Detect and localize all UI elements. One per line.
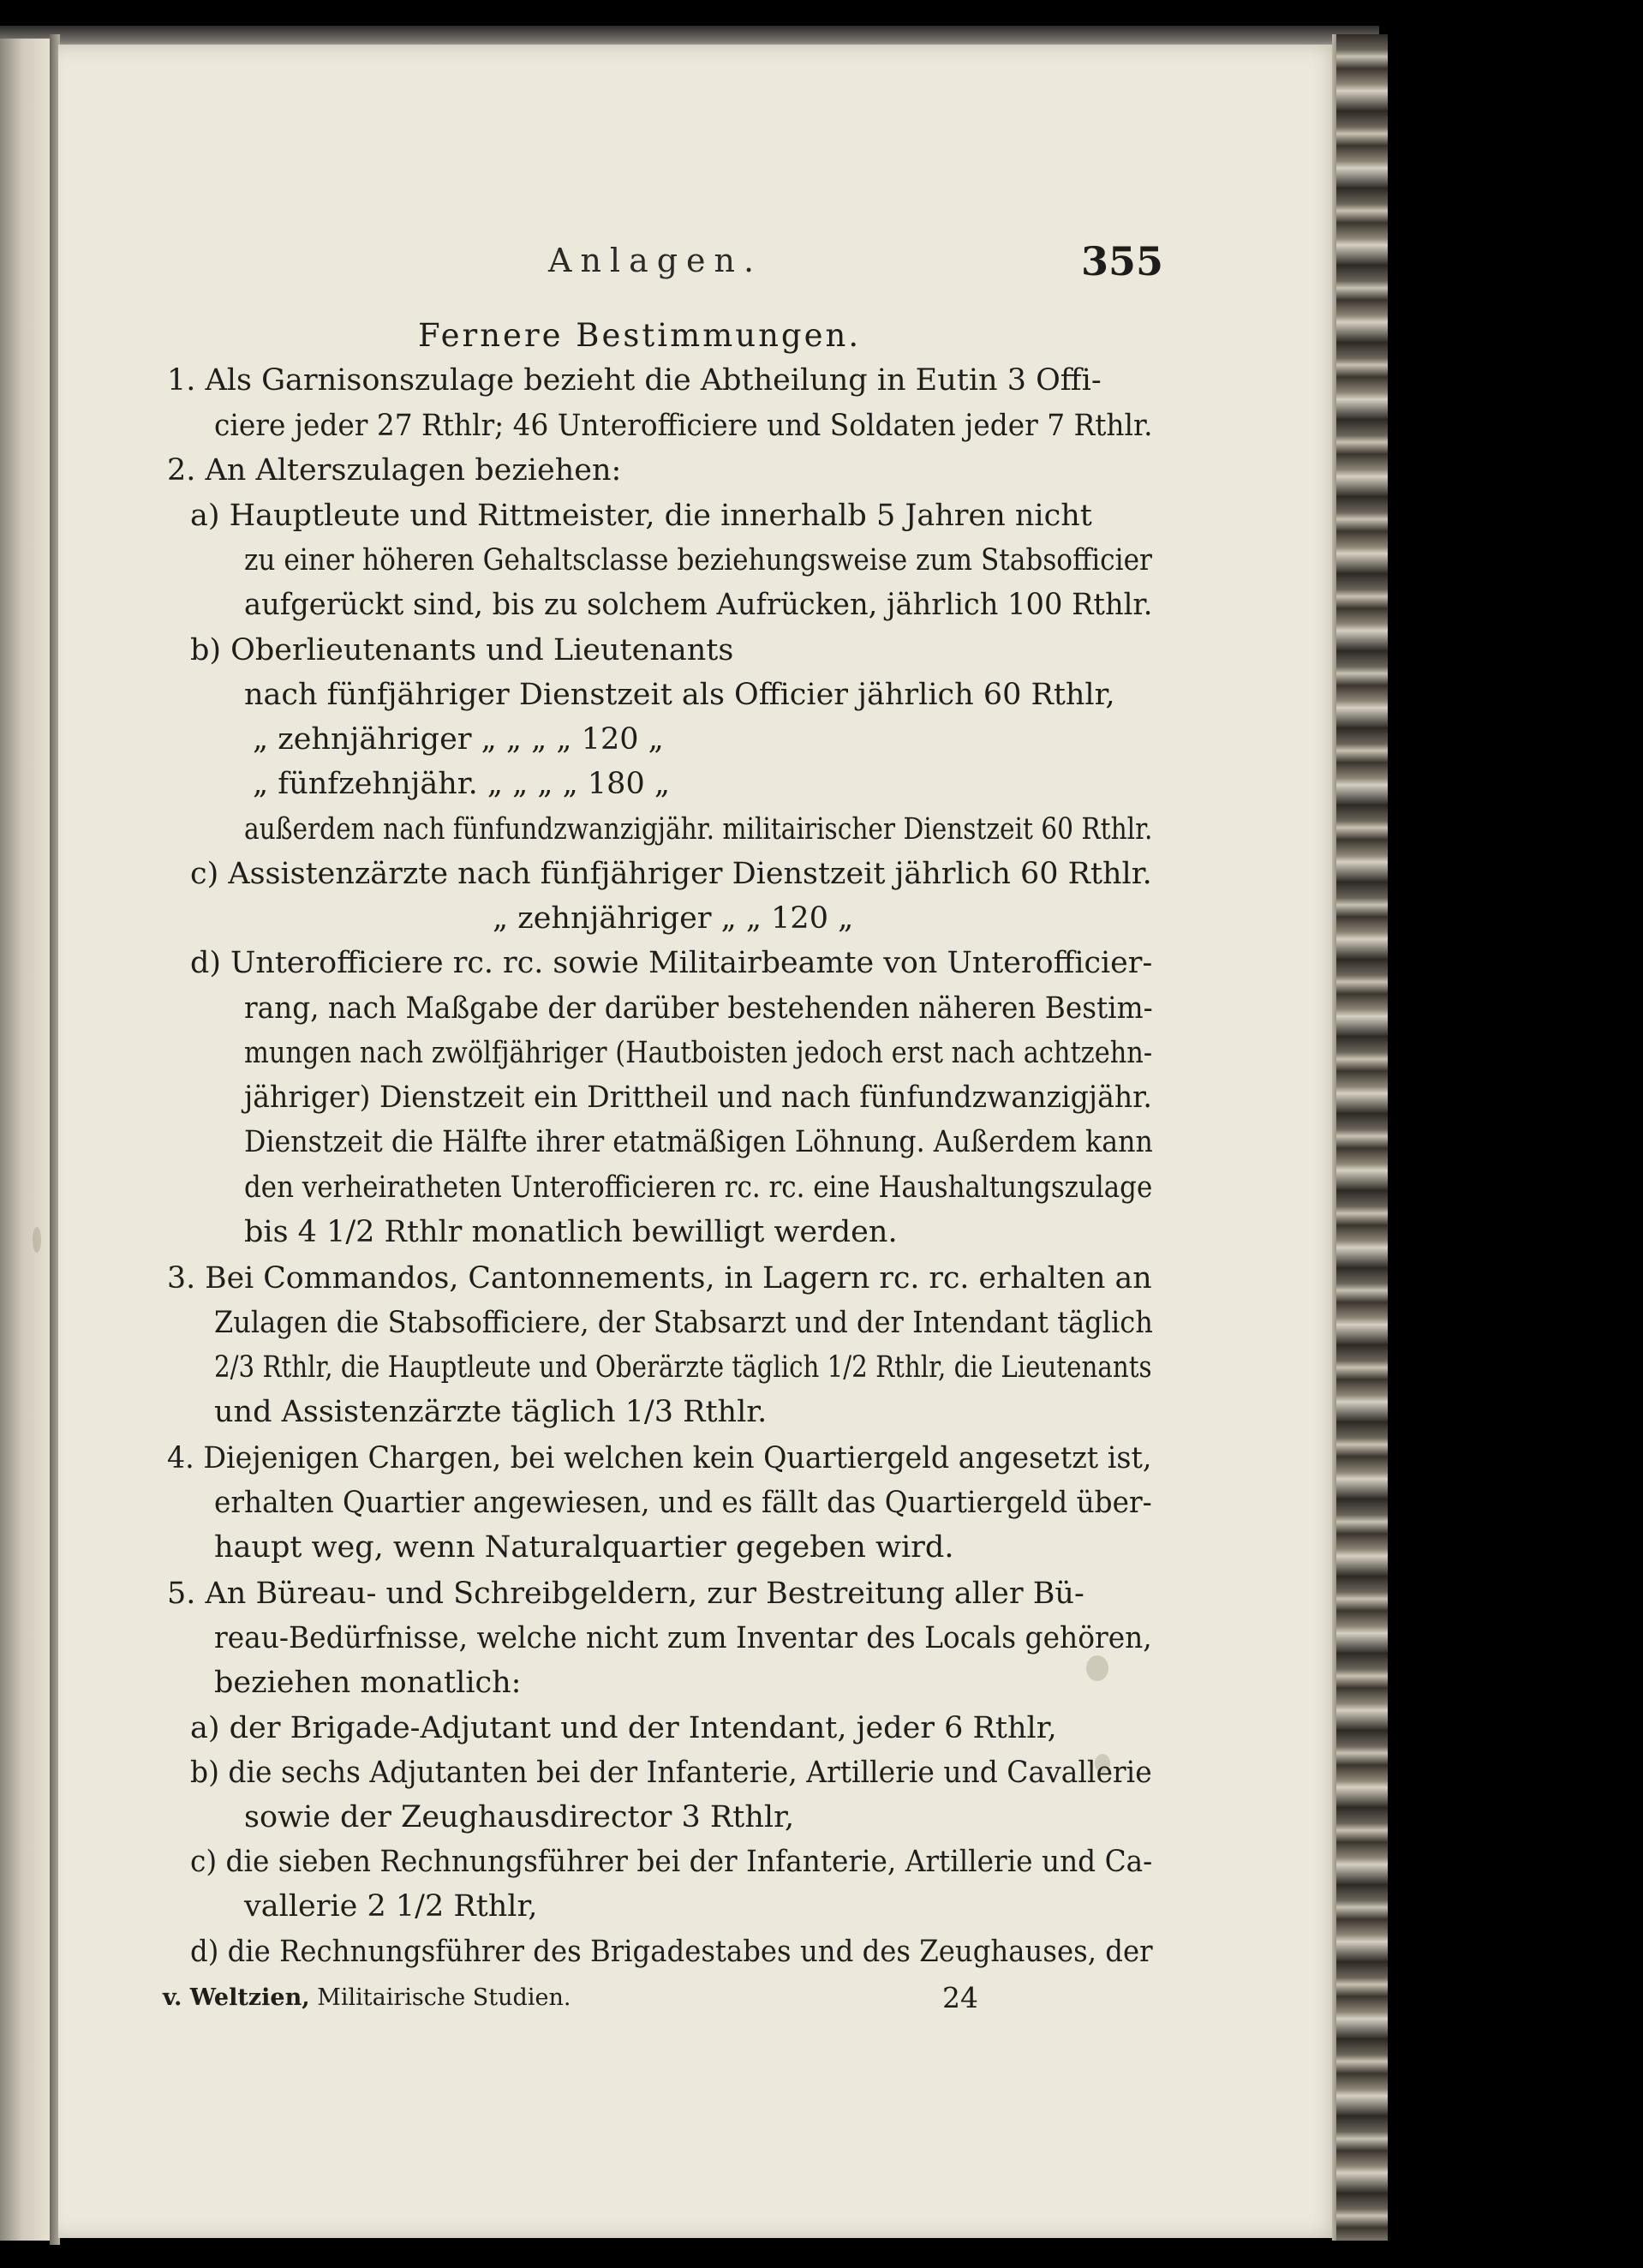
footer-author: v. Weltzien, [163,1984,310,2011]
text-line: a) Hauptleute und Rittmeister, die innerhalb 5 Jahren nicht [190,499,1092,533]
text-line: Zulagen die Stabsofficiere, der Stabsarzt und der Intendant täglich [214,1306,1153,1340]
text-line: Dienstzeit die Hälfte ihrer etatmäßigen Löhnung. Außerdem kann [244,1125,1153,1159]
text-line: aufgerückt sind, bis zu solchem Aufrücken, jährlich 100 Rthlr. [244,588,1153,622]
text-line: sowie der Zeughausdirector 3 Rthlr, [244,1800,795,1834]
text-line: 4. Diejenigen Chargen, bei welchen kein Quartiergeld angesetzt ist, [167,1441,1152,1475]
text-line: vallerie 2 1/2 Rthlr, [244,1889,538,1924]
text-line: 2. An Alterszulagen beziehen: [167,453,622,488]
text-line: d) die Rechnungsführer des Brigadestabes und des Zeughauses, der [190,1935,1153,1969]
section-heading: Fernere Bestimmungen. [418,317,862,354]
text-line: 1. Als Garnisonszulage bezieht die Abtheilung in Eutin 3 Offi- [167,363,1102,398]
text-line: 5. An Büreau- und Schreibgeldern, zur Bestreitung aller Bü- [167,1577,1084,1611]
text-line: mungen nach zwölfjähriger (Hautboisten jedoch erst nach achtzehn- [244,1036,1153,1070]
text-line: bis 4 1/2 Rthlr monatlich bewilligt werden. [244,1215,898,1249]
text-line: b) die sechs Adjutanten bei der Infanterie, Artillerie und Cavallerie [190,1756,1152,1790]
text-line: haupt weg, wenn Naturalquartier gegeben wird. [214,1530,954,1565]
text-line: den verheiratheten Unterofficieren rc. rc. eine Haushaltungszulage [244,1170,1153,1205]
text-line: erhalten Quartier angewiesen, und es fällt das Quartiergeld über- [214,1486,1152,1520]
text-line: a) der Brigade-Adjutant und der Intendant, jeder 6 Rthlr, [190,1711,1057,1745]
footer-title: Militairische Studien. [317,1984,571,2011]
text-line: rang, nach Maßgabe der darüber bestehenden näheren Bestim- [244,991,1153,1026]
text-line: zu einer höheren Gehaltsclasse beziehungsweise zum Stabsofficier [244,543,1152,577]
text-line: jähriger) Dienstzeit ein Drittheil und nach fünfundzwanzigjähr. [244,1080,1152,1115]
text-line: reau-Bedürfnisse, welche nicht zum Inventar des Locals gehören, [214,1621,1152,1655]
text-line: „ zehnjähriger „ „ „ „ 120 „ [253,722,664,757]
signature-mark: 24 [942,1981,978,2014]
footer-imprint [163,1984,571,2011]
text-line: c) Assistenzärzte nach fünfjähriger Dienstzeit jährlich 60 Rthlr. [190,857,1152,891]
text-line: „ fünfzehnjähr. „ „ „ „ 180 „ [253,767,670,801]
page-number: 355 [1081,238,1164,284]
text-line: b) Oberlieutenants und Lieutenants [190,633,734,667]
text-line: „ zehnjähriger „ „ 120 „ [493,901,854,936]
text-line: und Assistenzärzte täglich 1/3 Rthlr. [214,1395,768,1429]
text-line: c) die sieben Rechnungsführer bei der Infanterie, Artillerie und Ca- [190,1845,1153,1879]
text-line: d) Unterofficiere rc. rc. sowie Militairbeamte von Unterofficier- [190,946,1153,980]
text-line: außerdem nach fünfundzwanzigjähr. militairischer Dienstzeit 60 Rthlr. [244,812,1153,847]
text-line: nach fünfjähriger Dienstzeit als Officier jährlich 60 Rthlr, [244,678,1115,712]
text-line: ciere jeder 27 Rthlr; 46 Unterofficiere und Soldaten jeder 7 Rthlr. [214,409,1153,443]
running-head: Anlagen. [548,242,763,279]
text-line: beziehen monatlich: [214,1666,522,1700]
text-line: 3. Bei Commandos, Cantonnements, in Lagern rc. rc. erhalten an [167,1261,1152,1296]
text-line: 2/3 Rthlr, die Hauptleute und Oberärzte täglich 1/2 Rthlr, die Lieutenants [214,1350,1152,1385]
